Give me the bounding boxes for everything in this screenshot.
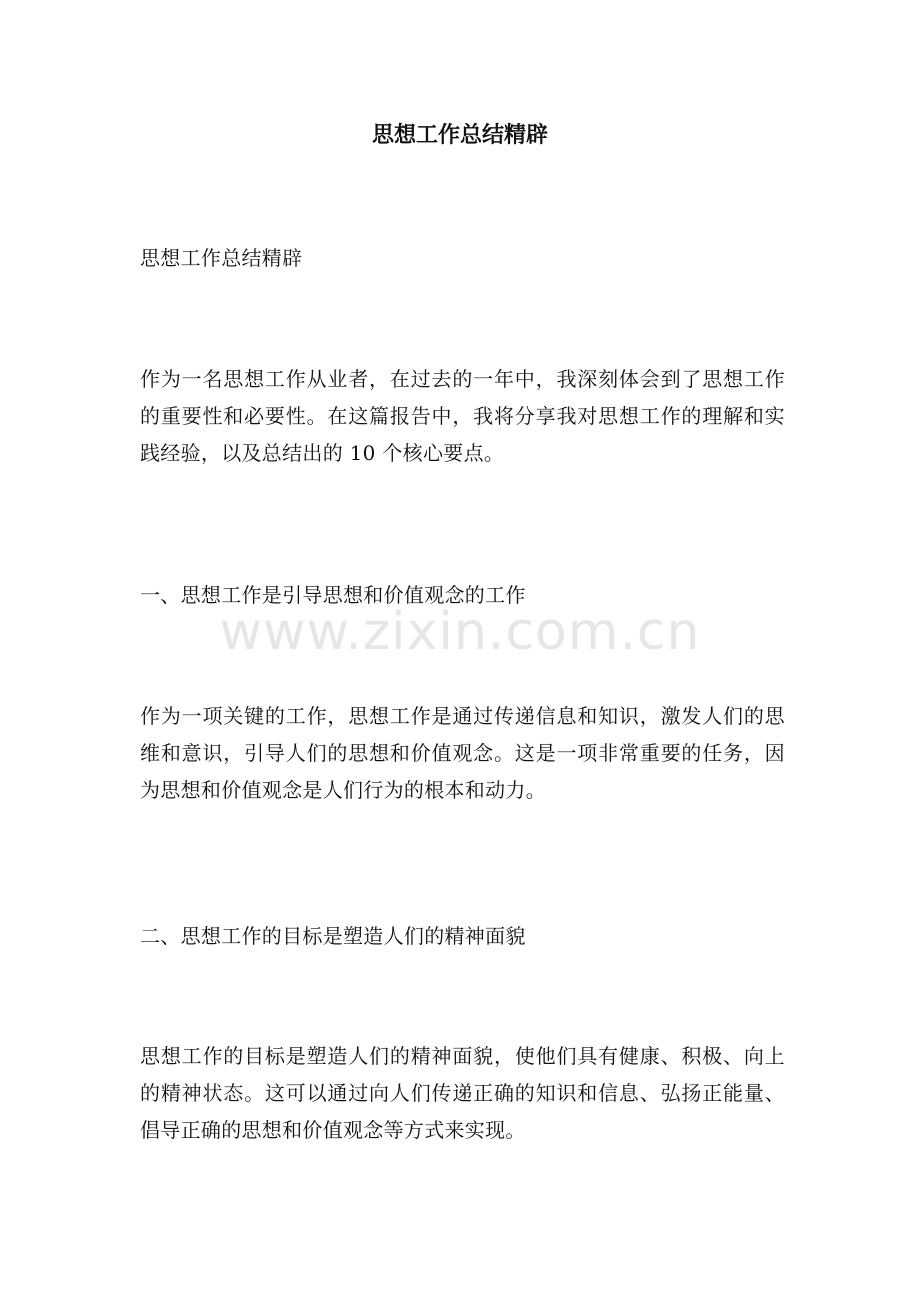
document-subtitle: 思想工作总结精辟	[140, 246, 303, 270]
document-title: 思想工作总结精辟	[371, 123, 548, 148]
section-1-body: 作为一项关键的工作，思想工作是通过传递信息和知识，激发人们的思维和意识，引导人们的思想和价值观念。这是一项非常重要的任务，因为思想和价值观念是人们行为的根本和动力。	[140, 704, 785, 802]
watermark: www.zixin.com.cn	[219, 602, 701, 662]
section-2-body: 思想工作的目标是塑造人们的精神面貌，使他们具有健康、积极、向上的精神状态。这可以通过向人们传递正确的知识和信息、弘扬正能量、倡导正确的思想和价值观念等方式来实现。	[140, 1044, 785, 1142]
section-2-heading: 二、思想工作的目标是塑造人们的精神面貌	[140, 924, 526, 948]
section-1-heading: 一、思想工作是引导思想和价值观念的工作	[140, 583, 526, 607]
intro-paragraph: 作为一名思想工作从业者，在过去的一年中，我深刻体会到了思想工作的重要性和必要性。在这篇报告中，我将分享我对思想工作的理解和实践经验，以及总结出的 10 个核心要点。	[140, 367, 785, 465]
